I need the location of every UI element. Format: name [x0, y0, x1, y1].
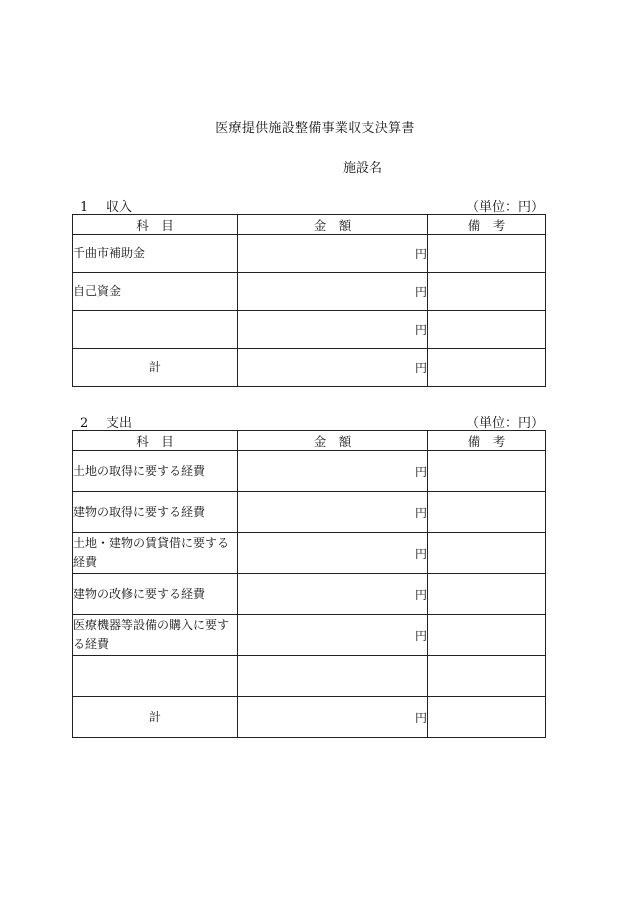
- income-remarks-header: 備 考: [428, 215, 546, 235]
- expense-remarks-cell[interactable]: [428, 574, 546, 615]
- income-total-amount-cell[interactable]: 円: [238, 349, 428, 387]
- income-row-own-funds: [73, 273, 546, 311]
- expense-section-number: 2: [80, 416, 89, 431]
- income-subject-header: 科 目: [73, 215, 238, 235]
- expense-amount-cell[interactable]: [238, 656, 428, 697]
- expense-row-building: [73, 492, 546, 533]
- expense-item-cell[interactable]: [73, 656, 238, 697]
- income-item-cell[interactable]: [73, 311, 238, 349]
- expense-row-land: [73, 451, 546, 492]
- expense-total-label: 計: [73, 697, 238, 738]
- expense-item-cell: 医療機器等設備の購入に要する経費: [73, 615, 238, 656]
- document-title: 医療提供施設整備事業収支決算書: [215, 121, 415, 136]
- income-total-remarks-cell[interactable]: [428, 349, 546, 387]
- expense-section-label: 支出: [106, 416, 133, 431]
- income-remarks-cell[interactable]: [428, 273, 546, 311]
- expense-row-total: [73, 697, 546, 738]
- expense-amount-cell[interactable]: 円: [238, 451, 428, 492]
- income-amount-cell[interactable]: 円: [238, 311, 428, 349]
- expense-amount-cell[interactable]: 円: [238, 615, 428, 656]
- expense-row-blank: [73, 656, 546, 697]
- expense-remarks-cell[interactable]: [428, 615, 546, 656]
- income-row-subsidy: [73, 235, 546, 273]
- income-row-blank: [73, 311, 546, 349]
- expense-remarks-header: 備 考: [428, 431, 546, 451]
- expense-amount-header: 金 額: [238, 431, 428, 451]
- expense-remarks-cell[interactable]: [428, 533, 546, 574]
- expense-total-remarks-cell[interactable]: [428, 697, 546, 738]
- income-item-cell: 自己資金: [73, 273, 238, 311]
- expense-amount-cell[interactable]: 円: [238, 492, 428, 533]
- expense-remarks-cell[interactable]: [428, 656, 546, 697]
- income-amount-cell[interactable]: 円: [238, 273, 428, 311]
- expense-row-renovation: [73, 574, 546, 615]
- income-item-cell: 千曲市補助金: [73, 235, 238, 273]
- expense-amount-cell[interactable]: 円: [238, 533, 428, 574]
- income-remarks-cell[interactable]: [428, 311, 546, 349]
- income-section-title: [80, 196, 132, 215]
- expense-remarks-cell[interactable]: [428, 451, 546, 492]
- expense-section-header: [72, 412, 544, 431]
- expense-item-cell: 土地・建物の賃貸借に要する経費: [73, 533, 238, 574]
- facility-name-label: 施設名: [343, 161, 383, 176]
- expense-item-cell: 土地の取得に要する経費: [73, 451, 238, 492]
- income-table: [72, 214, 546, 387]
- income-section-number: 1: [80, 200, 89, 215]
- income-section-label: 収入: [106, 200, 133, 215]
- expense-unit-note: （単位：円）: [465, 416, 544, 431]
- income-row-total: [73, 349, 546, 387]
- income-total-label: 計: [73, 349, 238, 387]
- income-section-header: [72, 196, 544, 215]
- expense-section-title: [80, 412, 132, 431]
- expense-total-amount-cell[interactable]: 円: [238, 697, 428, 738]
- expense-remarks-cell[interactable]: [428, 492, 546, 533]
- expense-amount-cell[interactable]: 円: [238, 574, 428, 615]
- expense-header-row: [73, 431, 546, 451]
- expense-subject-header: 科 目: [73, 431, 238, 451]
- income-amount-header: 金 額: [238, 215, 428, 235]
- income-amount-cell[interactable]: 円: [238, 235, 428, 273]
- income-remarks-cell[interactable]: [428, 235, 546, 273]
- expense-item-cell: 建物の取得に要する経費: [73, 492, 238, 533]
- expense-row-lease: [73, 533, 546, 574]
- income-header-row: [73, 215, 546, 235]
- expense-item-cell: 建物の改修に要する経費: [73, 574, 238, 615]
- expense-row-equipment: [73, 615, 546, 656]
- expense-table: [72, 430, 546, 738]
- income-unit-note: （単位：円）: [465, 200, 544, 215]
